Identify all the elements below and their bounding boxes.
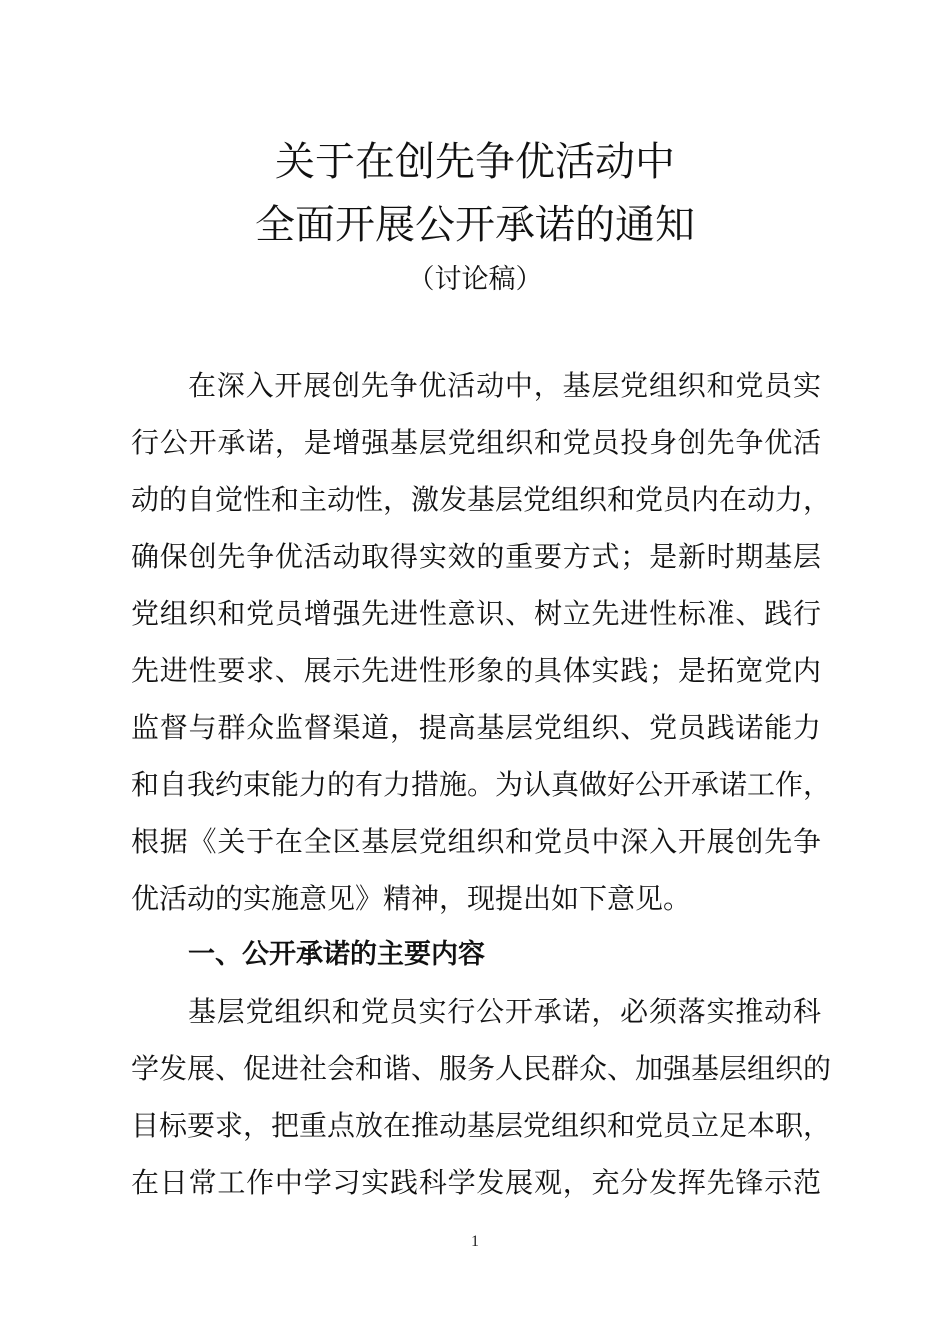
paragraph-1-line: 确保创先争优活动取得实效的重要方式；是新时期基层: [131, 540, 821, 573]
paragraph-1-line: 和自我约束能力的有力措施。为认真做好公开承诺工作，: [131, 768, 832, 801]
document-title-line-1: 关于在创先争优活动中: [275, 139, 675, 185]
paragraph-1-line: 优活动的实施意见》精神，现提出如下意见。: [131, 882, 692, 915]
paragraph-1-line: 先进性要求、展示先进性形象的具体实践；是拓宽党内: [131, 654, 821, 687]
section-1-heading: 一、公开承诺的主要内容: [188, 939, 485, 970]
paragraph-2-line: 目标要求，把重点放在推动基层党组织和党员立足本职，: [131, 1109, 832, 1142]
paragraph-1-line: 根据《关于在全区基层党组织和党员中深入开展创先争: [131, 825, 821, 858]
document-title-line-2: 全面开展公开承诺的通知: [255, 202, 695, 248]
paragraph-1-line: 行公开承诺，是增强基层党组织和党员投身创先争优活: [131, 426, 821, 459]
paragraph-1-line: 党组织和党员增强先进性意识、树立先进性标准、践行: [131, 597, 821, 630]
paragraph-2-line: 学发展、促进社会和谐、服务人民群众、加强基层组织的: [131, 1052, 832, 1085]
document-subtitle: （讨论稿）: [407, 264, 543, 295]
paragraph-1-line: 监督与群众监督渠道，提高基层党组织、党员践诺能力: [131, 711, 821, 744]
paragraph-1-line: 在深入开展创先争优活动中，基层党组织和党员实: [188, 369, 821, 402]
paragraph-2-line: 基层党组织和党员实行公开承诺，必须落实推动科: [188, 995, 821, 1028]
page-number: 1: [471, 1233, 479, 1250]
paragraph-2-line: 在日常工作中学习实践科学发展观，充分发挥先锋示范: [131, 1166, 821, 1199]
paragraph-1-line: 动的自觉性和主动性，激发基层党组织和党员内在动力，: [131, 483, 832, 516]
